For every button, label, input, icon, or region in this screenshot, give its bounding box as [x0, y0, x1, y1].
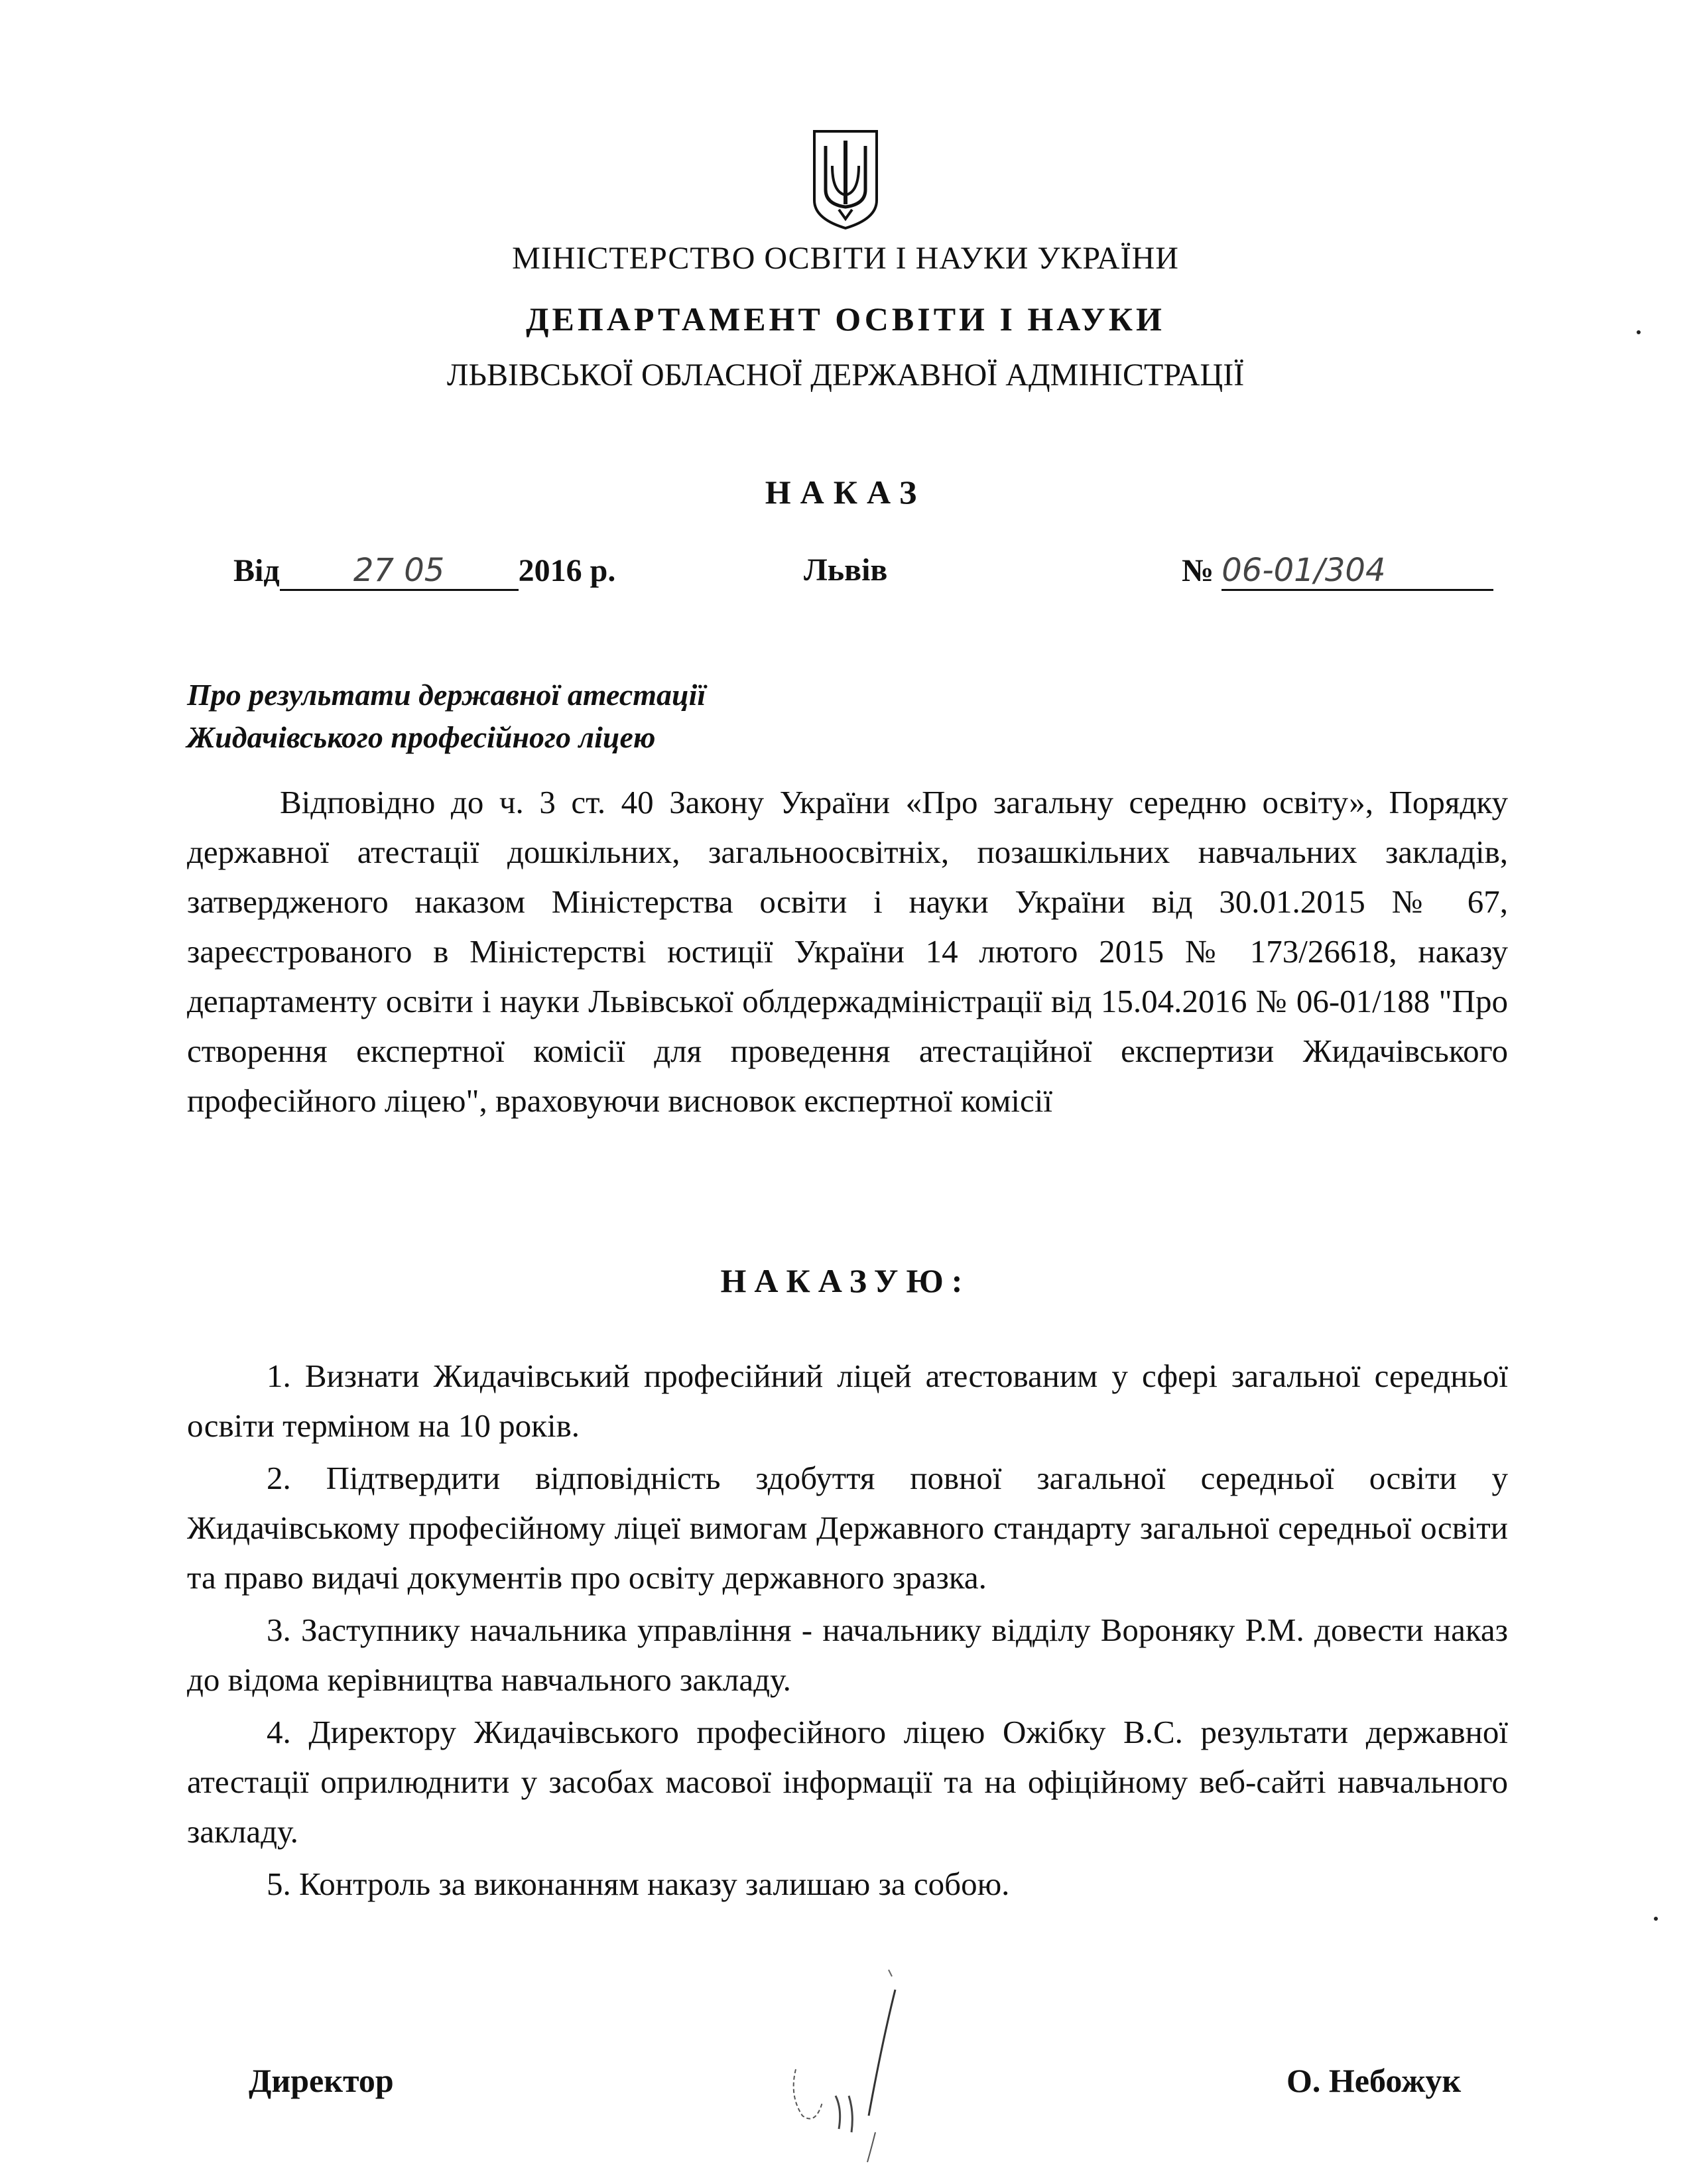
order-number [1182, 552, 1493, 591]
orders-heading: НАКАЗУЮ: [720, 1262, 971, 1299]
date-handwritten: 27 05 [353, 552, 445, 589]
number-handwritten: 06-01/304 [1221, 552, 1386, 589]
intro-paragraph: Відповідно до ч. 3 ст. 40 Закону України «Про загальну середню освіту», Порядку державної атестації дошкільних, загальноосвітніх, позашкільних навчальних закладів, затвердженого наказом Міністерства освіти і науки України від 30.01.2015 № 67, зареєстрованого в Міністерстві юстиції України 14 лютого 2015 № 173/26618, наказу департаменту освіти і науки Львівської облдержадміністрації від 15.04.2016 № 06-01/188 "Про створення експертної комісії для проведення атестаційної експертизи Жидачівського професійного ліцею", враховуючи висновок експертної комісії [187, 784, 1508, 1119]
department-heading: ДЕПАРТАМЕНТ ОСВІТИ І НАУКИ [526, 300, 1165, 338]
order-items [187, 1351, 1508, 1911]
scan-speck [1637, 330, 1641, 334]
order-title: НАКАЗ [765, 474, 926, 511]
subject-line-2: Жидачівського професійного ліцею [187, 720, 656, 754]
handwritten-signature-icon [783, 1963, 968, 2175]
signer-name: О. Небожук [1286, 2062, 1462, 2099]
scan-speck [1654, 1917, 1658, 1921]
order-item-3: 3. Заступнику начальника управління - начальнику відділу Вороняку Р.М. довести наказ до відома керівництва навчального закладу. [187, 1612, 1508, 1698]
date-year: 2016 р. [518, 553, 616, 588]
order-item-1: 1. Визнати Жидачівський професійний ліцей атестованим у сфері загальної середньої освіти терміном на 10 років. [187, 1358, 1508, 1444]
order-item-4: 4. Директору Жидачівського професійного ліцею Ожібку В.С. результати державної атестації оприлюднити у засобах масової інформації та на офіційному веб-сайті навчального закладу. [187, 1714, 1508, 1850]
date-prefix: Від [233, 553, 280, 588]
order-city: Львів [804, 552, 888, 588]
ministry-heading: МІНІСТЕРСТВО ОСВІТИ І НАУКИ УКРАЇНИ [512, 241, 1179, 276]
trident-emblem-icon [809, 126, 882, 232]
administration-heading: ЛЬВІВСЬКОЇ ОБЛАСНОЇ ДЕРЖАВНОЇ АДМІНІСТРАЦІЇ [446, 357, 1245, 393]
order-date [233, 552, 615, 591]
order-item-5: 5. Контроль за виконанням наказу залишаю за собою. [267, 1866, 1010, 1902]
signer-title: Директор [249, 2062, 394, 2099]
order-subject [187, 674, 706, 759]
order-item-2: 2. Підтвердити відповідність здобуття повної загальної середньої освіти у Жидачівському професійному ліцеї вимогам Державного стандарту загальної середньої освіти та право видачі документів про освіту державного зразка. [187, 1460, 1508, 1596]
number-prefix: № [1182, 553, 1214, 588]
subject-line-1: Про результати державної атестації [187, 678, 706, 712]
